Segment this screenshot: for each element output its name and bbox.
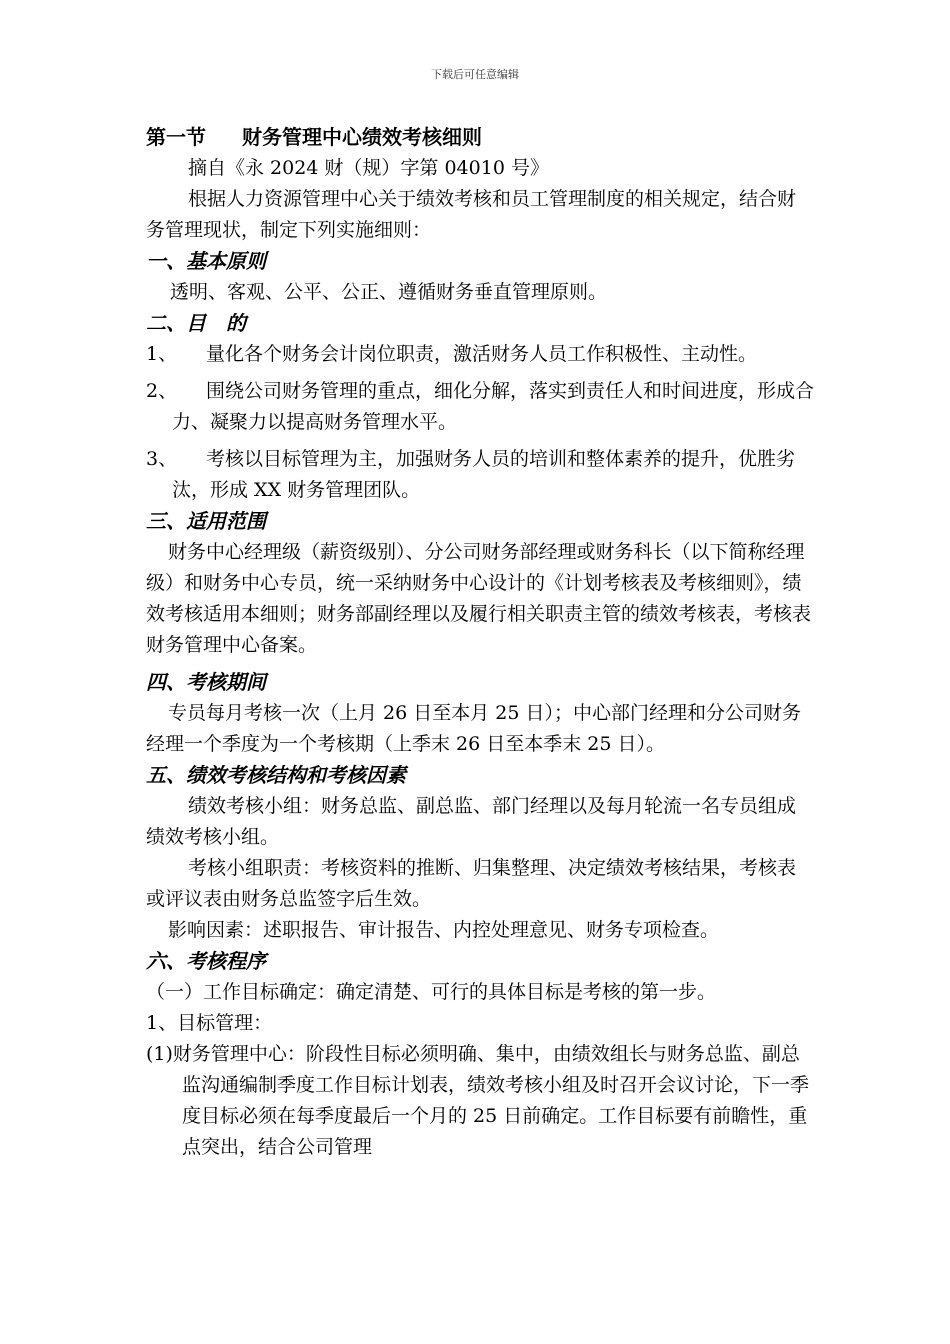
- heading-period: 四、考核期间: [146, 670, 266, 694]
- heading-structure: 五、绩效考核结构和考核因素: [146, 763, 406, 787]
- item-text: 量化各个财务会计岗位职责，激活财务人员工作积极性、主动性。: [206, 343, 758, 365]
- item-number: 2、: [146, 380, 178, 402]
- section-title: [146, 122, 814, 153]
- structure-paragraph-3: 影响因素：述职报告、审计报告、内控处理意见、财务专项检查。: [168, 919, 720, 941]
- scope-text: 财务中心经理级（薪资级别）、分公司财务部经理或财务科长（以下简称经理级）和财务中心专员，统一采纳财务中心设计的《计划考核表及考核细则》，绩效考核适用本细则；财务部副经理以及履行相关职责主管的绩效考核表，考核表财务管理中心备案。: [146, 541, 812, 656]
- item-text: 围绕公司财务管理的重点，细化分解，落实到责任人和时间进度，形成合力、凝聚力以提高财务管理水平。: [172, 380, 815, 433]
- purpose-item-3: [146, 444, 814, 506]
- heading-basic-principles: 一、基本原则: [146, 249, 266, 273]
- period-text: 专员每月考核一次（上月 26 日至本月 25 日）；中心部门经理和分公司财务经理一个季度为一个考核期（上季末 26 日至本季末 25 日）。: [146, 702, 802, 755]
- principles-text: 透明、客观、公平、公正、遵循财务垂直管理原则。: [170, 281, 608, 303]
- title-number: 第一节: [146, 125, 206, 149]
- structure-paragraph-1: 绩效考核小组：财务总监、副总监、部门经理以及每月轮流一名专员组成绩效考核小组。: [146, 795, 797, 848]
- intro-paragraph: 根据人力资源管理中心关于绩效考核和员工管理制度的相关规定，结合财务管理现状，制定下列实施细则：: [146, 188, 797, 241]
- page-header: 下载后可任意编辑: [431, 68, 519, 81]
- item-text: 考核以目标管理为主，加强财务人员的培训和整体素养的提升，优胜劣汰，形成 XX 财务管理团队。: [172, 448, 796, 501]
- purpose-item-2: [146, 376, 814, 438]
- structure-paragraph-2: 考核小组职责：考核资料的推断、归集整理、决定绩效考核结果，考核表或评议表由财务总监签字后生效。: [146, 857, 797, 910]
- heading-procedure: 六、考核程序: [146, 949, 266, 973]
- heading-purpose: 二、目 的: [146, 311, 246, 335]
- procedure-paragraph-1: （一）工作目标确定：确定清楚、可行的具体目标是考核的第一步。: [146, 981, 717, 1003]
- item-number: 3、: [146, 448, 178, 470]
- source-line: 摘自《永 2024 财（规）字第 04010 号》: [188, 157, 549, 179]
- purpose-item-1: [146, 339, 814, 370]
- title-text: 财务管理中心绩效考核细则: [242, 125, 482, 149]
- procedure-paragraph-2: 1、目标管理：: [146, 1012, 273, 1034]
- procedure-paragraph-3: (1)财务管理中心：阶段性目标必须明确、集中，由绩效组长与财务总监、副总监沟通编制季度工作目标计划表，绩效考核小组及时召开会议讨论，下一季度目标必须在每季度最后一个月的 25 日前确定。工作目标要有前瞻性，重点突出，结合公司管理: [146, 1043, 810, 1158]
- heading-scope: 三、适用范围: [146, 509, 266, 533]
- document-body: [146, 122, 814, 1163]
- item-number: 1、: [146, 343, 178, 365]
